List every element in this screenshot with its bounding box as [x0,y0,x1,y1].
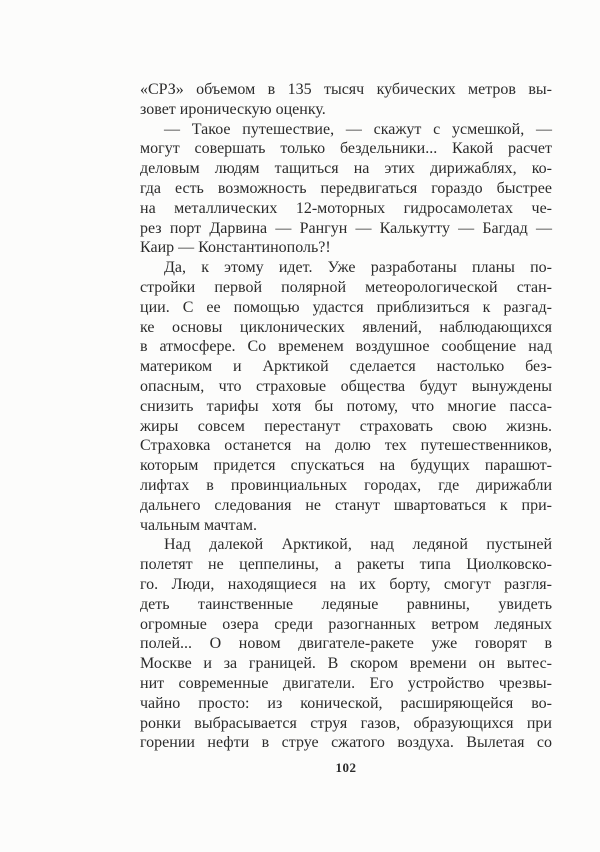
text-line: опасным, что страховые общества будут вынуждены [140,377,552,395]
text-line: горении нефти в струе сжатого воздуха. Вылетая со [140,734,552,752]
page-number: 102 [335,760,357,775]
text-line: полетят не цеппелины, а ракеты типа Циолковско- [140,556,552,574]
text-line: зовет ироническую оценку. [140,100,326,118]
text-line: гда есть возможность передвигаться гораздо быстрее [140,179,552,197]
text-line: Москве и за границей. В скором времени он вытес- [140,655,552,673]
text-line: на металлических 12-моторных гидросамолетах че- [140,199,552,217]
text-line: Каир — Константинополь?! [140,239,331,257]
text-line: чальным мачтам. [140,516,257,534]
text-line: ции. С ее помощью удастся приблизиться к разгад- [140,298,552,316]
paragraph [140,258,552,535]
text-line: материком и Арктикой сделается настолько без- [140,358,552,376]
text-line: деть таинственные ледяные равнины, увидеть [140,595,552,613]
text-line: ронки выбрасывается струя газов, образующихся при [140,714,552,732]
text-line: лифтах в провинциальных городах, где дирижабли [140,476,552,494]
text-line: нит современные двигатели. Его устройство чрезвы- [140,674,552,692]
paragraph [140,535,552,753]
paragraph [140,120,552,259]
text-line: полей... О новом двигателе-ракете уже говорят в [140,635,552,653]
page-text [140,80,552,753]
text-line: огромные озера среди разогнанных ветром ледяных [140,615,552,633]
text-line: стройки первой полярной метеорологической стан- [140,278,552,296]
text-line: жиры совсем перестанут страховать свою жизнь. [140,417,552,435]
text-line: рез порт Дарвина — Рангун — Калькутту — Багдад — [140,219,552,237]
text-line: Да, к этому идет. Уже разработаны планы по- [164,259,552,277]
text-line: снизить тарифы хотя бы потому, что многие пасса- [140,397,552,415]
text-line: дальнего следования не станут швартоваться к при- [140,496,552,514]
paragraph [140,80,552,120]
text-line: деловым людям тащиться на этих дирижаблях, ко- [140,160,552,178]
text-line: Над далекой Арктикой, над ледяной пустыней [164,536,552,554]
text-line: в атмосфере. Со временем воздушное сообщение над [140,338,552,356]
text-line: могут совершать только бездельники... Какой расчет [140,140,552,158]
text-line: — Такое путешествие, — скажут с усмешкой, — [164,120,552,138]
text-line: го. Люди, находящиеся на их борту, смогут разгля- [140,575,552,593]
text-line: «СРЗ» объемом в 135 тысяч кубических метров вы- [140,81,552,98]
text-line: Страховка останется на долю тех путешественников, [140,437,552,455]
text-line: чайно просто: из конической, расширяющейся во- [140,694,552,712]
text-line: ке основы циклонических явлений, наблюдающихся [140,318,552,336]
text-line: которым придется спускаться на будущих парашют- [140,457,552,475]
